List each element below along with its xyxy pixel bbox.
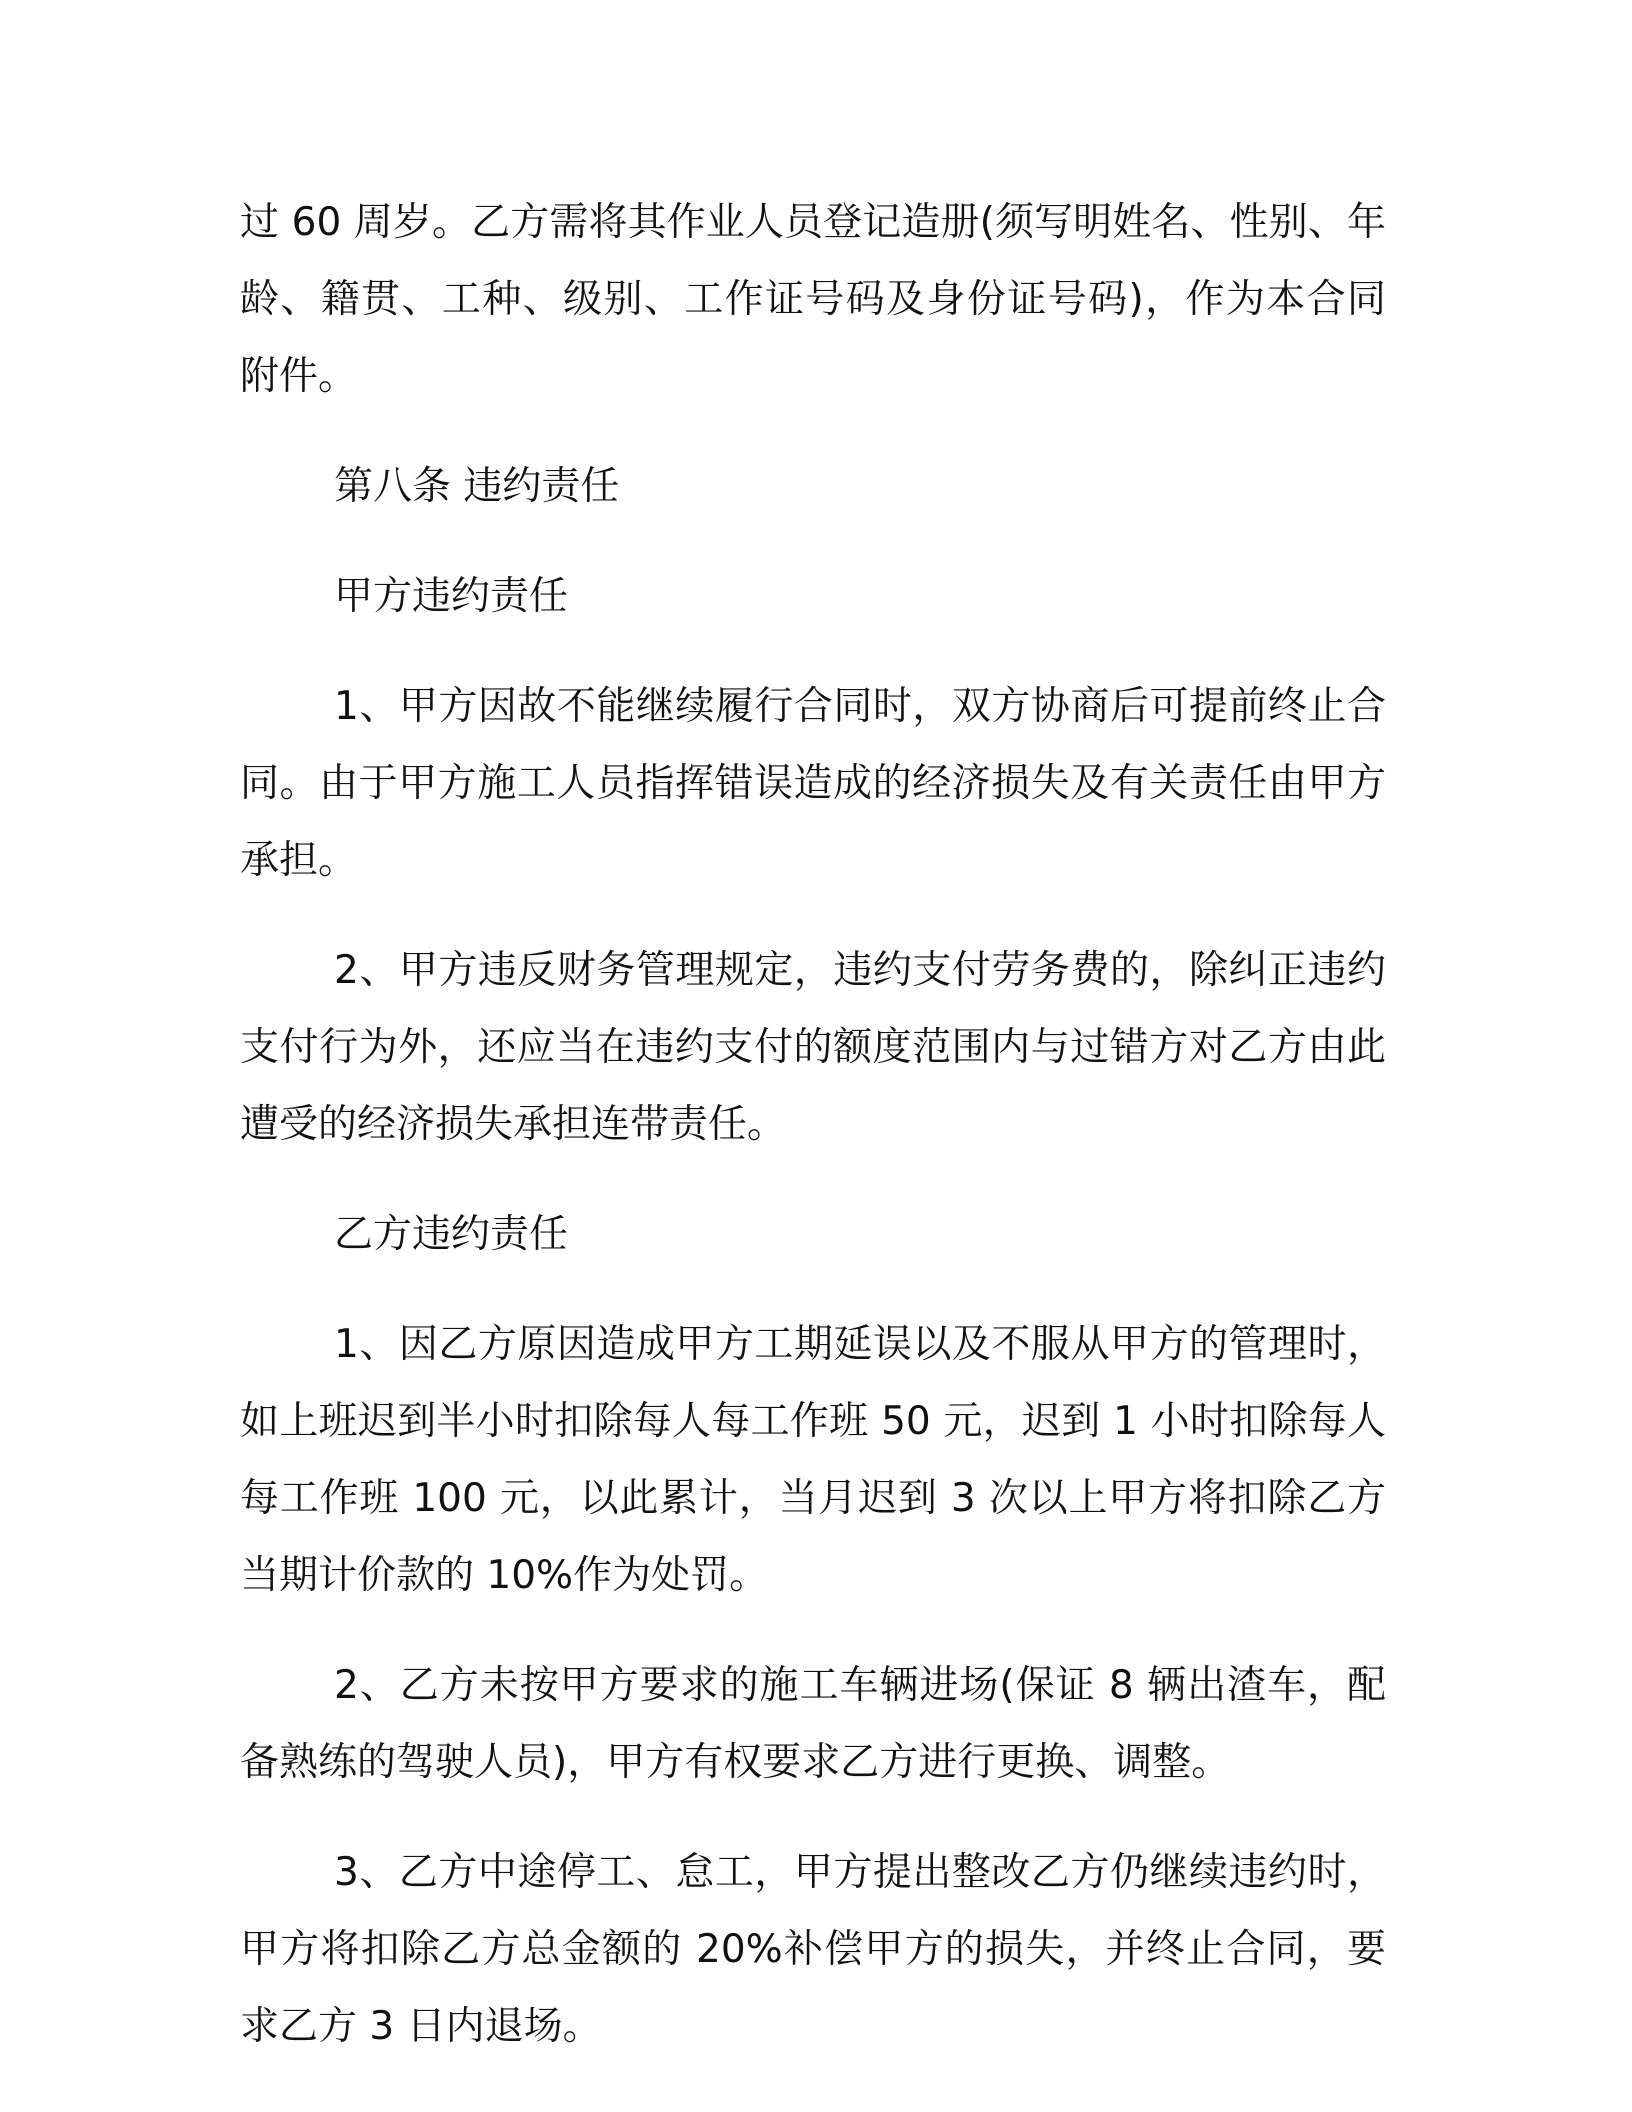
party-b-clause-1: 1、因乙方原因造成甲方工期延误以及不服从甲方的管理时，如上班迟到半小时扣除每人每工作班 50 元，迟到 1 小时扣除每人每工作班 100 元，以此累计，当月迟到 3 次以上甲方将扣除乙方当期计价款的 10%作为处罚。 bbox=[240, 1322, 1386, 1598]
party-b-breach-heading: 乙方违约责任 bbox=[334, 1212, 569, 1257]
party-b-clause-3: 3、乙方中途停工、怠工，甲方提出整改乙方仍继续违约时，甲方将扣除乙方总金额的 20%补偿甲方的损失，并终止合同，要求乙方 3 日内退场。 bbox=[240, 1850, 1386, 2049]
document-body bbox=[240, 184, 1386, 2065]
party-a-clause-2: 2、甲方违反财务管理规定，违约支付劳务费的，除纠正违约支付行为外，还应当在违约支付的额度范围内与过错方对乙方由此遭受的经济损失承担连带责任。 bbox=[240, 948, 1386, 1147]
article-8-heading: 第八条 违约责任 bbox=[334, 464, 620, 509]
party-a-clause-1: 1、甲方因故不能继续履行合同时，双方协商后可提前终止合同。由于甲方施工人员指挥错误造成的经济损失及有关责任由甲方承担。 bbox=[240, 684, 1386, 883]
party-a-breach-heading: 甲方违约责任 bbox=[334, 574, 569, 619]
party-b-clause-2: 2、乙方未按甲方要求的施工车辆进场(保证 8 辆出渣车，配备熟练的驾驶人员)，甲方有权要求乙方进行更换、调整。 bbox=[240, 1663, 1386, 1785]
paragraph-continued: 过 60 周岁。乙方需将其作业人员登记造册(须写明姓名、性别、年龄、籍贯、工种、级别、工作证号码及身份证号码)，作为本合同附件。 bbox=[240, 200, 1386, 399]
